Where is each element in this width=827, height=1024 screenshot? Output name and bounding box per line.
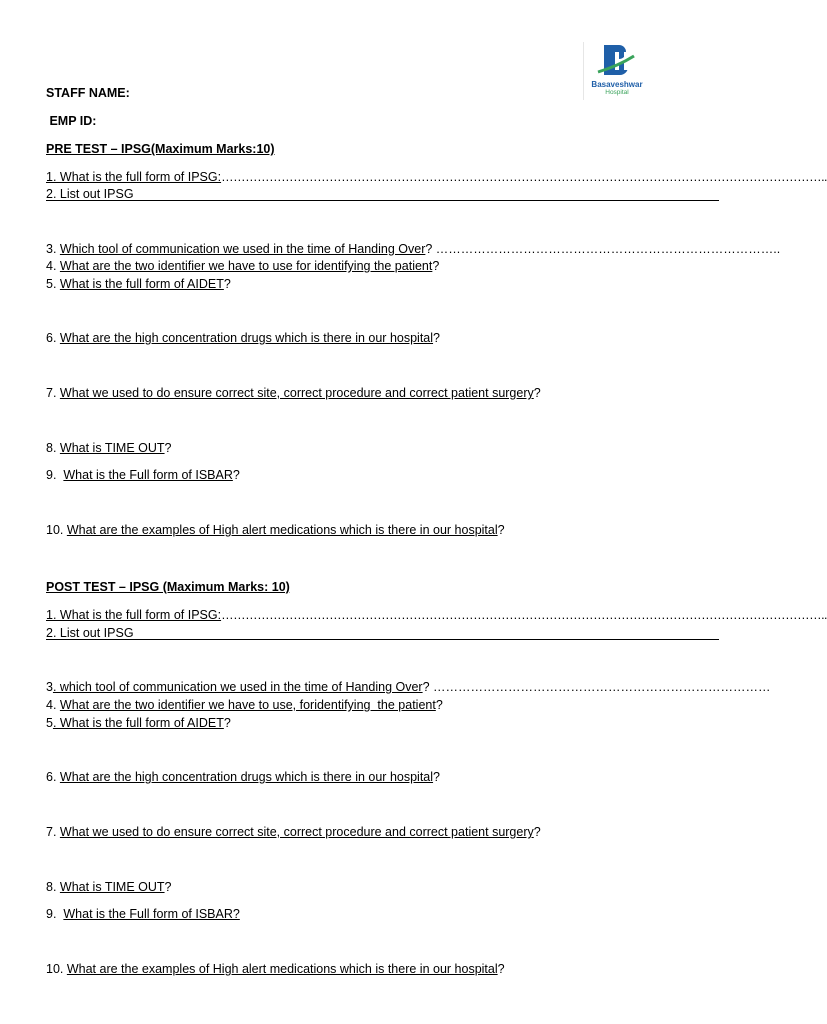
pre-q8 <box>46 441 720 456</box>
post-q5-num: 5 <box>46 716 53 730</box>
pre-q4-end: ? <box>432 259 440 273</box>
pre-q3-end: ? ……………………………………………………………………….. <box>425 242 781 256</box>
post-q9 <box>46 907 720 922</box>
post-q10-end: ? <box>497 962 505 976</box>
post-q5-end: ? <box>223 716 231 730</box>
post-q3 <box>46 680 771 695</box>
post-q5 <box>46 716 720 731</box>
pre-q7-text: What we used to do ensure correct site, correct procedure and correct patient surgery <box>59 386 534 400</box>
post-q8-num: 8. <box>46 880 60 894</box>
post-q8-end: ? <box>164 880 172 894</box>
post-q8 <box>46 880 720 895</box>
pre-q1-fill: …………………………………………………………………………………………………………………………………….. <box>221 170 827 184</box>
post-q7-text: What we used to do ensure correct site, correct procedure and correct patient surgery <box>59 825 534 839</box>
pre-q2-answer-line <box>46 200 719 201</box>
pre-q4-num: 4. <box>46 259 60 273</box>
pre-q8-text: What is TIME OUT <box>59 441 165 455</box>
logo-mark-icon <box>584 42 650 80</box>
post-q4-text: What are the two identifier we have to use, foridentifying the patient <box>59 698 436 712</box>
post-q6 <box>46 770 720 785</box>
staff-name-label: STAFF NAME: <box>46 86 130 100</box>
pre-q5-end: ? <box>223 277 231 291</box>
post-q6-num: 6. <box>46 770 60 784</box>
post-q4 <box>46 698 720 713</box>
post-q9-text: What is the Full form of ISBAR? <box>63 907 240 921</box>
pre-q1 <box>46 170 827 185</box>
pre-q6-num: 6. <box>46 331 60 345</box>
post-q3-end: ? ……………………………………………………………………… <box>422 680 771 694</box>
logo-name: Basaveshwar <box>591 80 643 89</box>
pre-q4 <box>46 259 720 274</box>
post-q10 <box>46 962 720 977</box>
pre-q3-num: 3. <box>46 242 60 256</box>
pre-test-title: PRE TEST – IPSG(Maximum Marks:10) <box>46 142 275 156</box>
post-q6-end: ? <box>433 770 440 784</box>
pre-q5 <box>46 277 720 292</box>
post-q5-text: . What is the full form of AIDET <box>52 716 224 730</box>
pre-q8-end: ? <box>164 441 172 455</box>
post-q7-num: 7. <box>46 825 60 839</box>
pre-q7 <box>46 386 720 401</box>
pre-q5-num: 5. <box>46 277 60 291</box>
pre-q2-text: 2. List out IPSG <box>46 187 134 201</box>
post-q3-text: . which tool of communication we used in the time of Handing Over <box>52 680 423 694</box>
logo-sub: Hospital <box>605 89 629 96</box>
pre-q9-end: ? <box>232 468 240 482</box>
pre-q10-num: 10. <box>46 523 67 537</box>
pre-q10-text: What are the examples of High alert medications which is there in our hospital <box>66 523 498 537</box>
post-q7 <box>46 825 720 840</box>
post-q2-answer-line <box>46 639 719 640</box>
pre-q10-end: ? <box>497 523 505 537</box>
pre-q9-num: 9. <box>46 468 64 482</box>
pre-q6 <box>46 331 720 346</box>
post-q2-text: 2. List out IPSG <box>46 626 134 640</box>
pre-q7-end: ? <box>533 386 541 400</box>
post-q1 <box>46 608 827 623</box>
pre-q10 <box>46 523 720 538</box>
post-q3-num: 3 <box>46 680 53 694</box>
pre-q9 <box>46 468 720 483</box>
pre-q6-text: What are the high concentration drugs which is there in our hospital <box>59 331 434 345</box>
pre-q7-num: 7. <box>46 386 60 400</box>
pre-q9-text: What is the Full form of ISBAR <box>63 468 233 482</box>
pre-q4-text: What are the two identifier we have to use for identifying the patient <box>59 259 433 273</box>
post-q7-end: ? <box>533 825 541 839</box>
pre-q3 <box>46 242 781 257</box>
post-q6-text: What are the high concentration drugs which is there in our hospital <box>59 770 434 784</box>
pre-q6-end: ? <box>433 331 440 345</box>
post-q10-text: What are the examples of High alert medications which is there in our hospital <box>66 962 498 976</box>
pre-q8-num: 8. <box>46 441 60 455</box>
post-q10-num: 10. <box>46 962 67 976</box>
post-q1-text: 1. What is the full form of IPSG: <box>46 608 222 622</box>
post-q1-fill: …………………………………………………………………………………………………………………………………….. <box>221 608 827 622</box>
emp-id-label: EMP ID: <box>46 114 97 128</box>
post-q9-num: 9. <box>46 907 64 921</box>
pre-q1-text: 1. What is the full form of IPSG: <box>46 170 222 184</box>
post-test-title: POST TEST – IPSG (Maximum Marks: 10) <box>46 580 290 594</box>
pre-q3-text: Which tool of communication we used in the time of Handing Over <box>59 242 426 256</box>
post-q8-text: What is TIME OUT <box>59 880 165 894</box>
post-q4-num: 4. <box>46 698 60 712</box>
pre-q5-text: What is the full form of AIDET <box>59 277 224 291</box>
post-q4-end: ? <box>435 698 443 712</box>
